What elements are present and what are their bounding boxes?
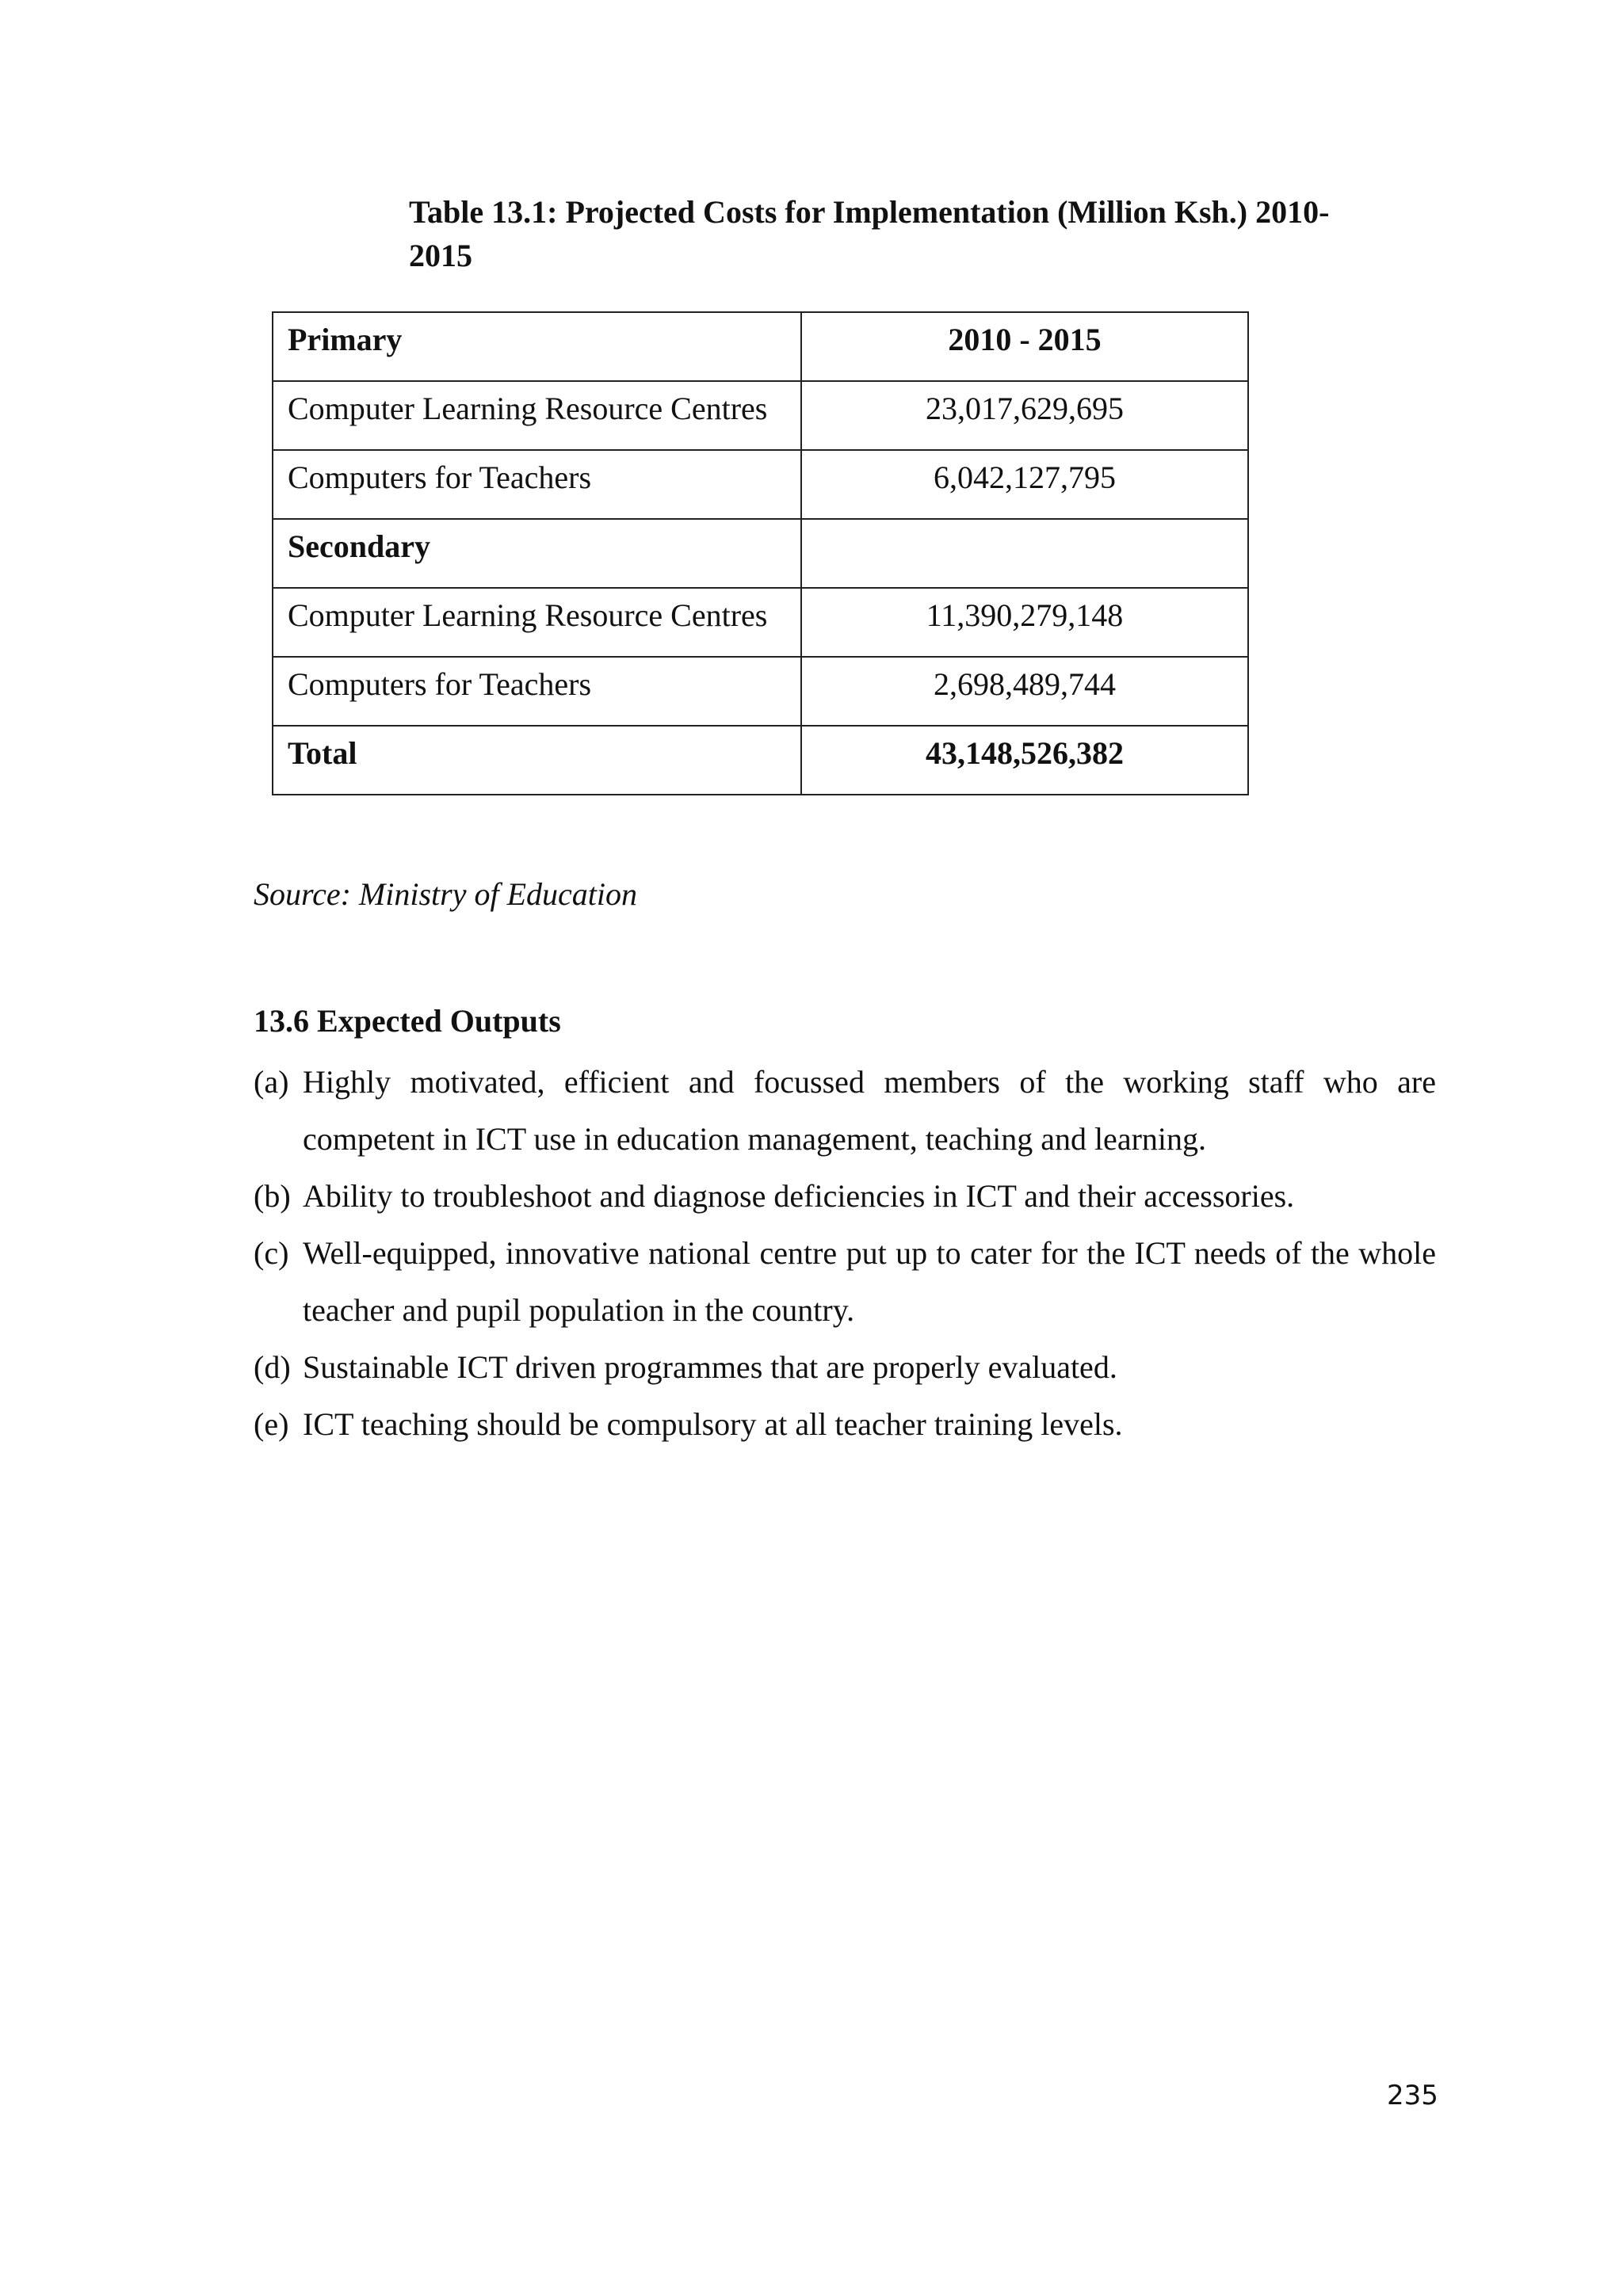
list-item-text: ICT teaching should be compulsory at all teacher training levels. [303, 1406, 1123, 1442]
row-label: Primary [273, 312, 801, 381]
table-row [273, 312, 1248, 381]
projected-costs-table [272, 311, 1249, 795]
list-item-text: Highly motivated, efficient and focussed members of the working staff who are competent in ICT use in education management, teaching and learning. [303, 1064, 1436, 1157]
table-row [273, 381, 1248, 450]
table-row [273, 657, 1248, 726]
row-value: 43,148,526,382 [801, 726, 1248, 795]
list-item [254, 1339, 1436, 1396]
list-item-marker: (d) [254, 1349, 291, 1385]
table-row [273, 450, 1248, 519]
table-row [273, 588, 1248, 657]
list-item [254, 1054, 1436, 1168]
row-value: 2,698,489,744 [801, 657, 1248, 726]
row-label: Computers for Teachers [273, 450, 801, 519]
table-row [273, 519, 1248, 588]
list-item-marker: (b) [254, 1178, 291, 1214]
section-heading: 13.6 Expected Outputs [254, 1003, 561, 1039]
row-value: 6,042,127,795 [801, 450, 1248, 519]
list-item-text: Well-equipped, innovative national centre put up to cater for the ICT needs of the whole teacher and pupil population in the country. [303, 1235, 1436, 1328]
page-number: 235 [1387, 2080, 1438, 2111]
row-value: 23,017,629,695 [801, 381, 1248, 450]
list-item-text: Ability to troubleshoot and diagnose deficiencies in ICT and their accessories. [303, 1178, 1295, 1214]
row-value: 11,390,279,148 [801, 588, 1248, 657]
expected-outputs-list [254, 1054, 1436, 1453]
row-value [801, 519, 1248, 588]
list-item-text: Sustainable ICT driven programmes that are properly evaluated. [303, 1349, 1117, 1385]
row-label: Secondary [273, 519, 801, 588]
row-label: Computer Learning Resource Centres [273, 381, 801, 450]
source-note: Source: Ministry of Education [254, 876, 637, 912]
row-label: Computers for Teachers [273, 657, 801, 726]
row-label: Computer Learning Resource Centres [273, 588, 801, 657]
row-value: 2010 - 2015 [801, 312, 1248, 381]
list-item-marker: (e) [254, 1406, 289, 1442]
list-item [254, 1225, 1436, 1339]
table-title: Table 13.1: Projected Costs for Implementation (Million Ksh.) 2010-2015 [409, 194, 1330, 273]
list-item [254, 1168, 1436, 1225]
table-row [273, 726, 1248, 795]
list-item [254, 1396, 1436, 1453]
list-item-marker: (c) [254, 1235, 289, 1271]
row-label: Total [273, 726, 801, 795]
list-item-marker: (a) [254, 1064, 289, 1100]
